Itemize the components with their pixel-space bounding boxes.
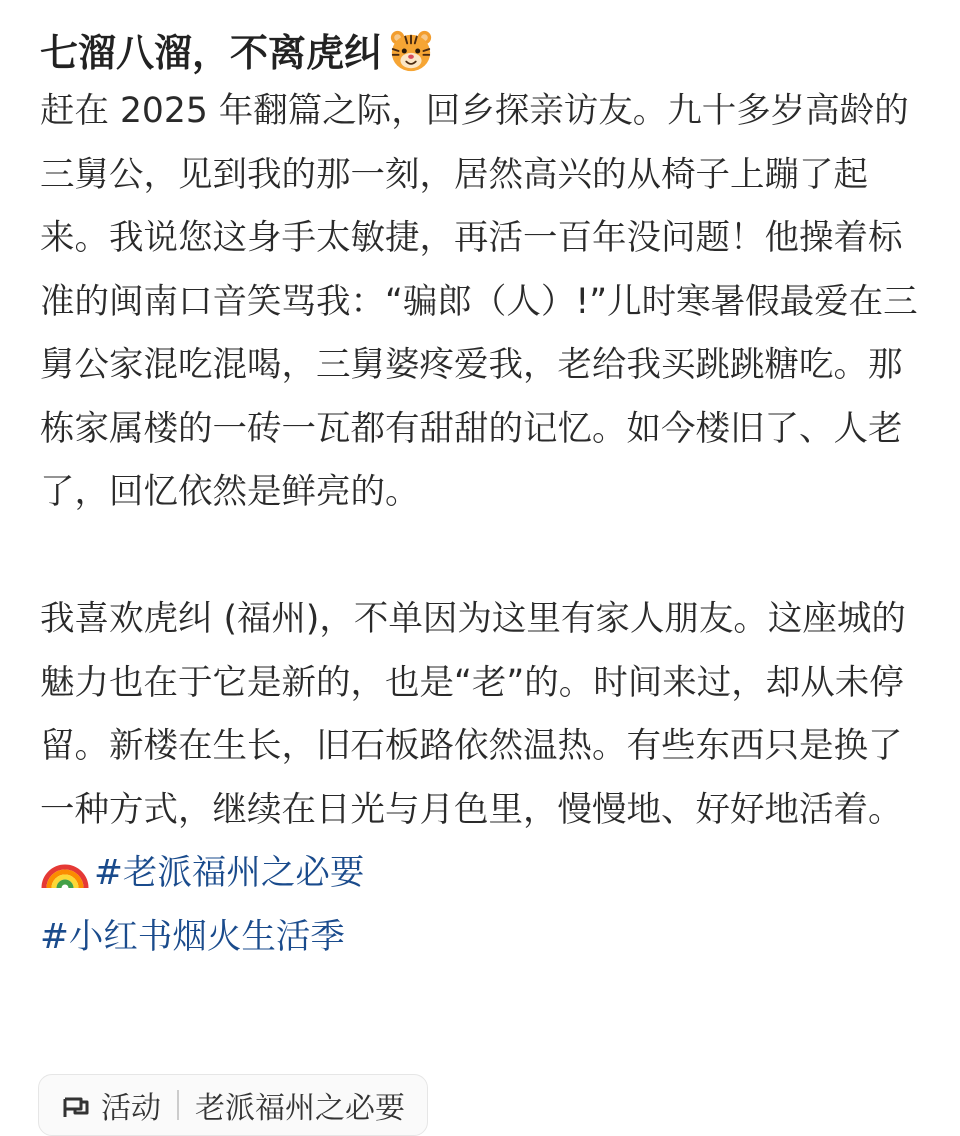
rainbow-icon	[40, 850, 90, 890]
post-paragraph-1: 赶在 2025 年翻篇之际，回乡探亲访友。九十多岁高龄的三舅公，见到我的那一刻，居然高兴的从椅子上蹦了起来。我说您这身手太敏捷，再活一百年没问题！他操着标准的闽南口音笑骂我：“骗郎（人）!”儿时寒暑假最爱在三舅公家混吃混喝，三舅婆疼爱我，老给我买跳跳糖吃。那栋家属楼的一砖一瓦都有甜甜的记忆。如今楼旧了、人老了，回忆依然是鲜亮的。	[40, 91, 918, 512]
tiger-face-icon	[388, 28, 434, 74]
post-paragraph-2	[40, 588, 930, 969]
post-title	[40, 26, 930, 80]
activity-topic: 老派福州之必要	[195, 1091, 405, 1126]
activity-icon	[61, 1091, 91, 1121]
paragraph-spacer	[40, 525, 930, 589]
post-title-text: 七溜八溜，不离虎纠	[40, 31, 383, 75]
post-content	[40, 26, 930, 969]
hashtag-lao-pai-fuzhou[interactable]: #老派福州之必要	[94, 853, 365, 893]
chip-divider	[177, 1090, 179, 1120]
hashtag-xiaohongshu-life-season[interactable]: #小红书烟火生活季	[40, 916, 345, 957]
activity-label: 活动	[101, 1091, 161, 1126]
post-body	[40, 80, 930, 969]
post-paragraph-2-text: 我喜欢虎纠 (福州)，不单因为这里有家人朋友。这座城的魅力也在于它是新的，也是“老”的。时间来过，却从未停留。新楼在生长，旧石板路依然温热。有些东西只是换了一种方式，继续在日光与月色里，慢慢地、好好地活着。	[40, 599, 906, 830]
activity-topic-chip[interactable]	[38, 1074, 428, 1136]
